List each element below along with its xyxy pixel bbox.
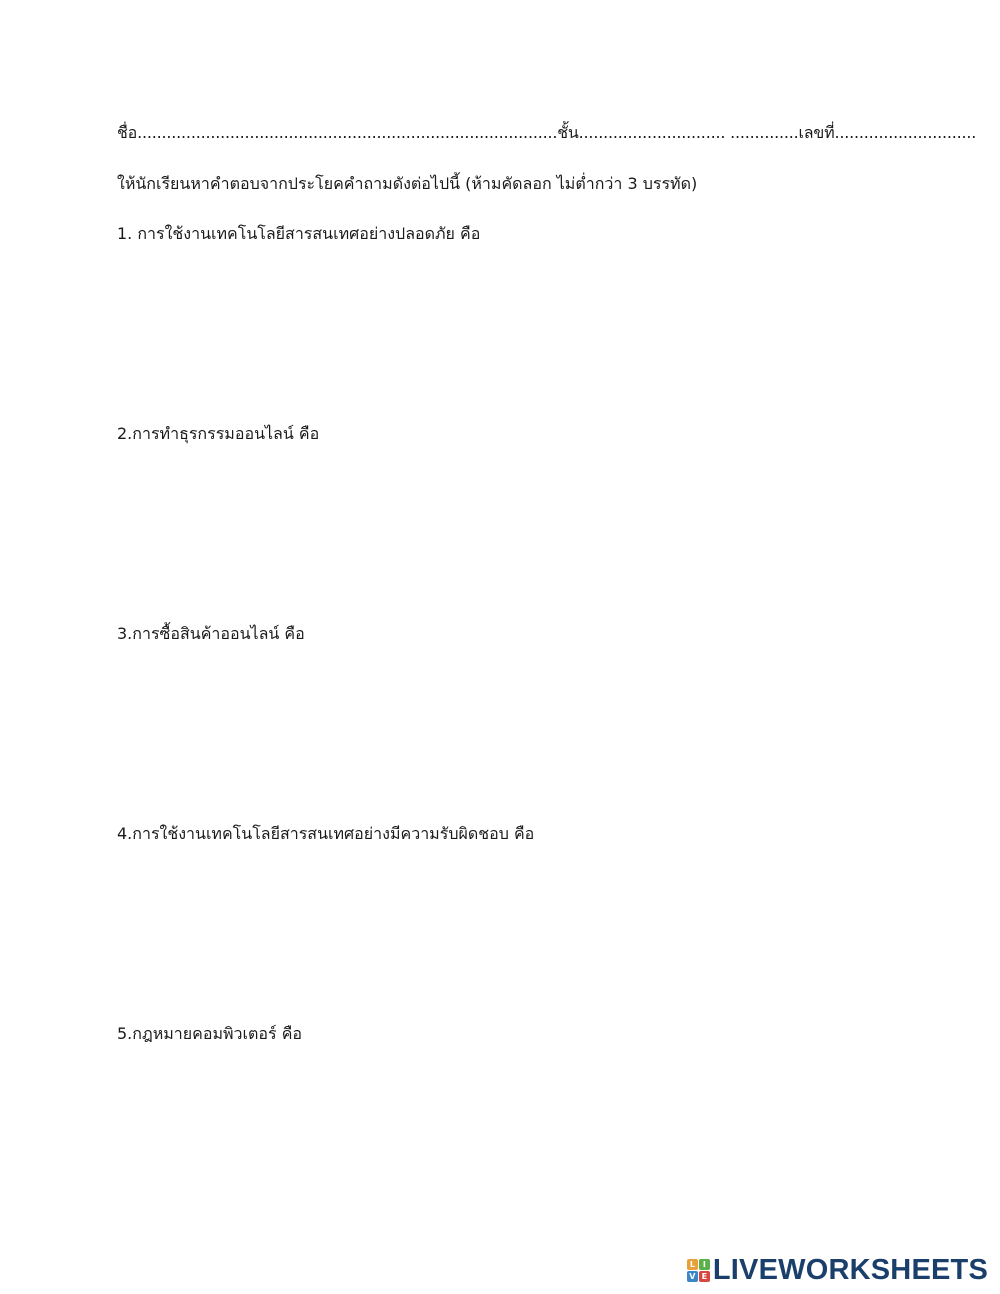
student-info-line: ชื่อ......................................................................................ชั้น.............................. ..............เลขที่............................. — [117, 123, 977, 142]
answer-box-2[interactable] — [117, 452, 877, 602]
answer-box-5[interactable] — [117, 1052, 877, 1202]
logo-tile-i: I — [699, 1259, 710, 1270]
logo-tile-e: E — [699, 1271, 710, 1282]
liveworksheets-wordmark: LIVEWORKSHEETS — [712, 1253, 988, 1286]
question-1: 1. การใช้งานเทคโนโลยีสารสนเทศอย่างปลอดภัย คือ — [117, 224, 481, 243]
answer-box-4[interactable] — [117, 852, 877, 1002]
liveworksheets-logo — [687, 1254, 988, 1286]
logo-tile-l: L — [687, 1259, 698, 1270]
question-3: 3.การซื้อสินค้าออนไลน์ คือ — [117, 624, 305, 643]
answer-box-1[interactable] — [117, 252, 877, 402]
question-5: 5.กฎหมายคอมพิวเตอร์ คือ — [117, 1024, 302, 1043]
liveworksheets-logo-icon — [687, 1259, 710, 1282]
instruction-text: ให้นักเรียนหาคำตอบจากประโยคคำถามดังต่อไปนี้ (ห้ามคัดลอก ไม่ต่ำกว่า 3 บรรทัด) — [117, 174, 698, 193]
question-4: 4.การใช้งานเทคโนโลยีสารสนเทศอย่างมีความรับผิดชอบ คือ — [117, 824, 535, 843]
question-2: 2.การทำธุรกรรมออนไลน์ คือ — [117, 424, 320, 443]
answer-box-3[interactable] — [117, 652, 877, 802]
logo-tile-v: V — [687, 1271, 698, 1282]
